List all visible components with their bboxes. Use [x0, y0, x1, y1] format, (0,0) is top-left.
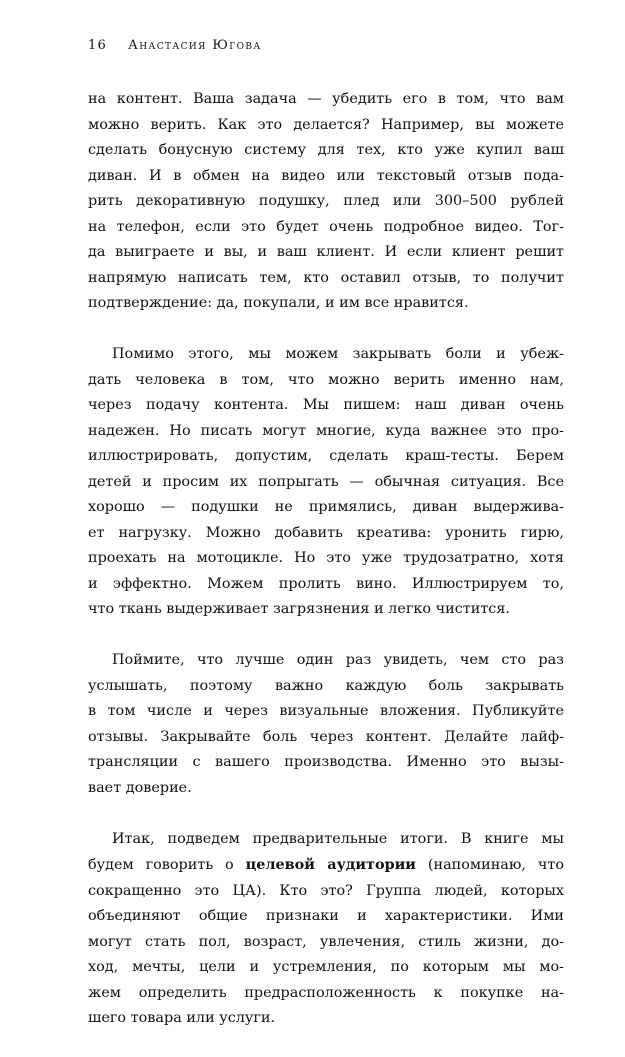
text-fragment: (напоминаю, что [415, 857, 564, 873]
text-line: через подачу контента. Мы пишем: наш диван очень [88, 397, 564, 413]
body-text [88, 87, 564, 1032]
text-line: хорошо — подушки не примялись, диван выдерживa- [88, 499, 564, 515]
text-line: диван. И в обмен на видео или текстовый отзыв пода- [88, 167, 564, 184]
text-line: ет нагрузку. Можно добавить креатива: уронить гирю, [88, 524, 564, 541]
text-fragment: будем говорить о [88, 857, 246, 873]
running-head-author: Анастасия Югова [128, 38, 262, 53]
running-head [88, 38, 564, 68]
book-page [88, 38, 564, 1057]
text-line: Поймите, что лучше один раз увидеть, чем сто раз [112, 652, 564, 668]
text-line: можно верить. Как это делается? Например, вы можете [88, 116, 564, 133]
text-line: иллюстрировать, допустим, сделать краш-тесты. Берем [88, 448, 564, 464]
text-line: Помимо этого, мы можем закрывать боли и убеж- [112, 346, 564, 362]
text-line: надежен. Но писать могут многие, куда важнее это про- [88, 422, 564, 439]
text-line: сделать бонусную систему для тех, кто уже купил ваш [88, 142, 564, 158]
text-line-with-emphasis [88, 852, 564, 879]
text-line: на телефон, если это будет очень подробное видео. Тог- [88, 218, 564, 235]
text-line: детей и просим их попрыгать — обычная ситуация. Все [88, 473, 564, 490]
text-line: что ткань выдерживает загрязнения и легко чистится. [88, 601, 510, 617]
text-line: объединяют общие признаки и характеристики. Ими [88, 908, 564, 924]
paragraph-3 [88, 648, 564, 801]
text-line: дать человека в том, что можно верить именно нам, [88, 371, 564, 388]
text-line: услышать, поэтому важно каждую боль закрывать [88, 677, 564, 694]
text-line: отзывы. Закрывайте боль через контент. Делайте лайф- [88, 728, 564, 745]
text-line: и эффектно. Можем пролить вино. Иллюстрируем то, [88, 575, 564, 592]
page-number: 16 [88, 38, 107, 53]
paragraph-1 [88, 87, 564, 317]
text-line: жем определить предрасположенность к покупке на- [88, 984, 564, 1001]
text-line: напрямую написать тем, кто оставил отзыв, то получит [88, 269, 564, 286]
emphasis-target-audience: целевой аудитории [245, 856, 416, 873]
text-line: в том числе и через визуальные вложения. Публикуйте [88, 703, 564, 719]
text-line: Итак, подведем предварительные итоги. В книге мы [112, 830, 564, 847]
text-line: рить декоративную подушку, плед или 300–500 рублей [88, 193, 564, 209]
text-line: на контент. Ваша задача — убедить его в том, что вам [88, 91, 564, 107]
text-line: проехать на мотоцикле. Но это уже трудозатратно, хотя [88, 550, 564, 566]
text-line: сокращенно это ЦА). Кто это? Группа людей, которых [88, 882, 564, 899]
text-line: ход, мечты, цели и устремления, по которым мы мо- [88, 959, 564, 975]
text-line: шего товара или услуги. [88, 1010, 276, 1026]
text-line: вает доверие. [88, 779, 192, 796]
text-line: трансляции с вашего производства. Именно это вызы- [88, 754, 564, 770]
text-line: могут стать пол, возраст, увлечения, стиль жизни, до- [88, 933, 564, 950]
paragraph-2 [88, 342, 564, 623]
paragraph-4 [88, 827, 564, 1032]
text-line: подтверждение: да, покупали, и им все нравится. [88, 295, 469, 311]
text-line: да выиграете и вы, и ваш клиент. И если клиент решит [88, 244, 564, 260]
